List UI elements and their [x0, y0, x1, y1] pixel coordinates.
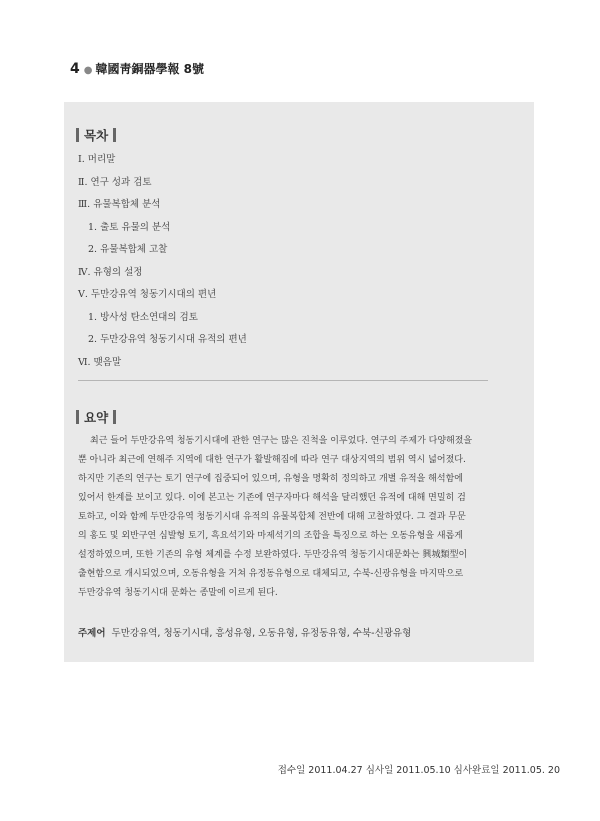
- toc-item: 1. 출토 유물의 분석: [88, 221, 171, 233]
- heading-bar-icon: [113, 410, 116, 424]
- running-header: [70, 60, 204, 77]
- abstract-line: 출현함으로 개시되었으며, 오동유형을 거쳐 유정동유형으로 대체되고, 수북-신광유형을 마지막으로: [78, 569, 464, 579]
- abstract-text: [78, 432, 490, 603]
- abstract-line: 설정하였으며, 또한 기존의 유형 체계를 수정 보완하였다. 두만강유역 청동기시대문화는 興城類型이: [78, 550, 468, 560]
- table-of-contents: [78, 149, 247, 374]
- abstract-line: 두만강유역 청동기시대 문화는 종말에 이르게 된다.: [78, 588, 278, 598]
- keywords: [78, 625, 411, 639]
- abstract-line: 뿐 아니라 최근에 연해주 지역에 대한 연구가 활발해짐에 따라 연구 대상지역의 범위 역시 넓어졌다.: [78, 455, 466, 465]
- journal-title: 韓國靑銅器學報 8號: [95, 62, 205, 76]
- abstract-line: 최근 들어 두만강유역 청동기시대에 관한 연구는 많은 진척을 이루었다. 연구의 주제가 다양해졌을: [90, 436, 473, 446]
- abstract-box: [64, 102, 534, 662]
- toc-item: Ⅲ. 유물복합체 분석: [78, 199, 161, 210]
- keywords-text: 두만강유역, 청동기시대, 흥성유형, 오동유형, 유정동유형, 수북-신광유형: [111, 628, 412, 639]
- toc-heading: 목차: [76, 126, 121, 144]
- toc-item: Ⅴ. 두만강유역 청동기시대의 편년: [78, 289, 217, 300]
- toc-item: 2. 두만강유역 청동기시대 유적의 편년: [88, 334, 247, 345]
- toc-item: Ⅵ. 맺음말: [78, 356, 122, 368]
- toc-item: 1. 방사성 탄소연대의 검토: [88, 311, 198, 323]
- abstract-line: 의 홍도 및 외반구연 심발형 토기, 흑요석기와 마제석기의 조합을 특징으로 하는 오동유형을 새롭게: [78, 531, 463, 541]
- toc-item: Ⅰ. 머리말: [78, 154, 116, 165]
- abstract-line: 있어서 한계를 보이고 있다. 이에 본고는 기존에 연구자마다 해석을 달리했던 유적에 대해 면밀히 검: [78, 493, 466, 503]
- page-number: 4: [70, 61, 80, 77]
- toc-item: Ⅳ. 유형의 설정: [78, 266, 143, 278]
- keywords-label: 주제어: [78, 628, 106, 639]
- section-divider: [78, 380, 488, 381]
- abstract-heading: 요약: [76, 408, 121, 426]
- toc-item: 2. 유물복합체 고찰: [88, 244, 168, 255]
- toc-item: Ⅱ. 연구 성과 검토: [78, 176, 152, 188]
- abstract-line: 하지만 기존의 연구는 토기 연구에 집중되어 있으며, 유형을 명확히 정의하고 개별 유적을 해석함에: [78, 474, 463, 484]
- heading-bar-icon: [76, 128, 79, 142]
- heading-bar-icon: [76, 410, 79, 424]
- abstract-line: 토하고, 이와 함께 두만강유역 청동기시대 유적의 유물복합체 전반에 대해 고찰하였다. 그 결과 무문: [78, 512, 466, 522]
- bullet-icon: ●: [83, 65, 93, 76]
- submission-dates: 접수일 2011.04.27 심사일 2011.05.10 심사완료일 2011.05. 20: [277, 765, 560, 776]
- heading-bar-icon: [113, 128, 116, 142]
